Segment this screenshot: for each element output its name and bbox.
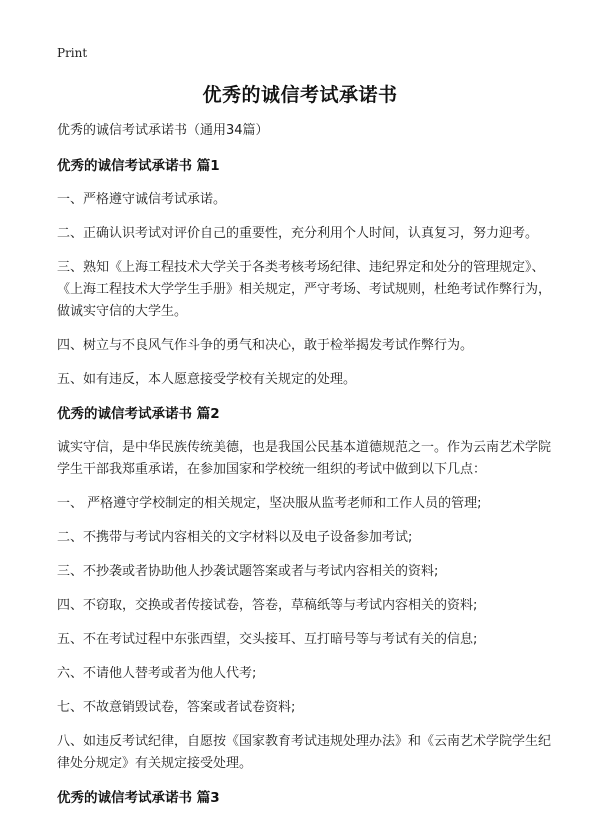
paragraph: 五、不在考试过程中东张西望，交头接耳、互打暗号等与考试有关的信息; [57, 632, 478, 647]
paragraph: 七、不故意销毁试卷，答案或者试卷资料; [57, 700, 296, 715]
section-heading-2: 优秀的诚信考试承诺书 篇2 [57, 406, 220, 422]
paragraph: 二、正确认识考试对评价自己的重要性，充分利用个人时间，认真复习，努力迎考。 [57, 226, 539, 241]
print-link[interactable]: Print [57, 46, 88, 60]
paragraph: 一、严格遵守诚信考试承诺。 [57, 192, 227, 207]
section-heading-3: 优秀的诚信考试承诺书 篇3 [57, 790, 220, 806]
paragraph: 八、如违反考试纪律，自愿按《国家教育考试违规处理办法》和《云南艺术学院学生纪律处分规定》有关规定接受处理。 [57, 734, 552, 771]
paragraph: 三、熟知《上海工程技术大学关于各类考核考场纪律、违纪界定和处分的管理规定》、《上海工程技术大学学生手册》相关规定，严守考场、考试规则，杜绝考试作弊行为，做诚实守信的大学生。 [57, 260, 552, 319]
paragraph: 四、不窃取，交换或者传接试卷，答卷，草稿纸等与考试内容相关的资料; [57, 598, 478, 613]
paragraph: 三、不抄袭或者协助他人抄袭试题答案或者与考试内容相关的资料; [57, 564, 439, 579]
document-title: 优秀的诚信考试承诺书 [202, 84, 398, 106]
paragraph: 一、 严格遵守学校制定的相关规定，坚决服从监考老师和工作人员的管理; [57, 496, 482, 511]
paragraph: 二、不携带与考试内容相关的文字材料以及电子设备参加考试; [57, 530, 413, 545]
document-body [57, 120, 557, 821]
section-heading-1: 优秀的诚信考试承诺书 篇1 [57, 158, 220, 174]
document-subtitle: 优秀的诚信考试承诺书（通用34篇） [57, 123, 269, 138]
paragraph: 四、树立与不良风气作斗争的勇气和决心，敢于检举揭发考试作弊行为。 [57, 338, 474, 353]
paragraph: 六、不请他人替考或者为他人代考; [57, 666, 257, 681]
paragraph: 五、如有违反，本人愿意接受学校有关规定的处理。 [57, 372, 357, 387]
paragraph: 诚实守信，是中华民族传统美德，也是我国公民基本道德规范之一。作为云南艺术学院学生干部我郑重承诺，在参加国家和学校统一组织的考试中做到以下几点： [57, 440, 552, 477]
